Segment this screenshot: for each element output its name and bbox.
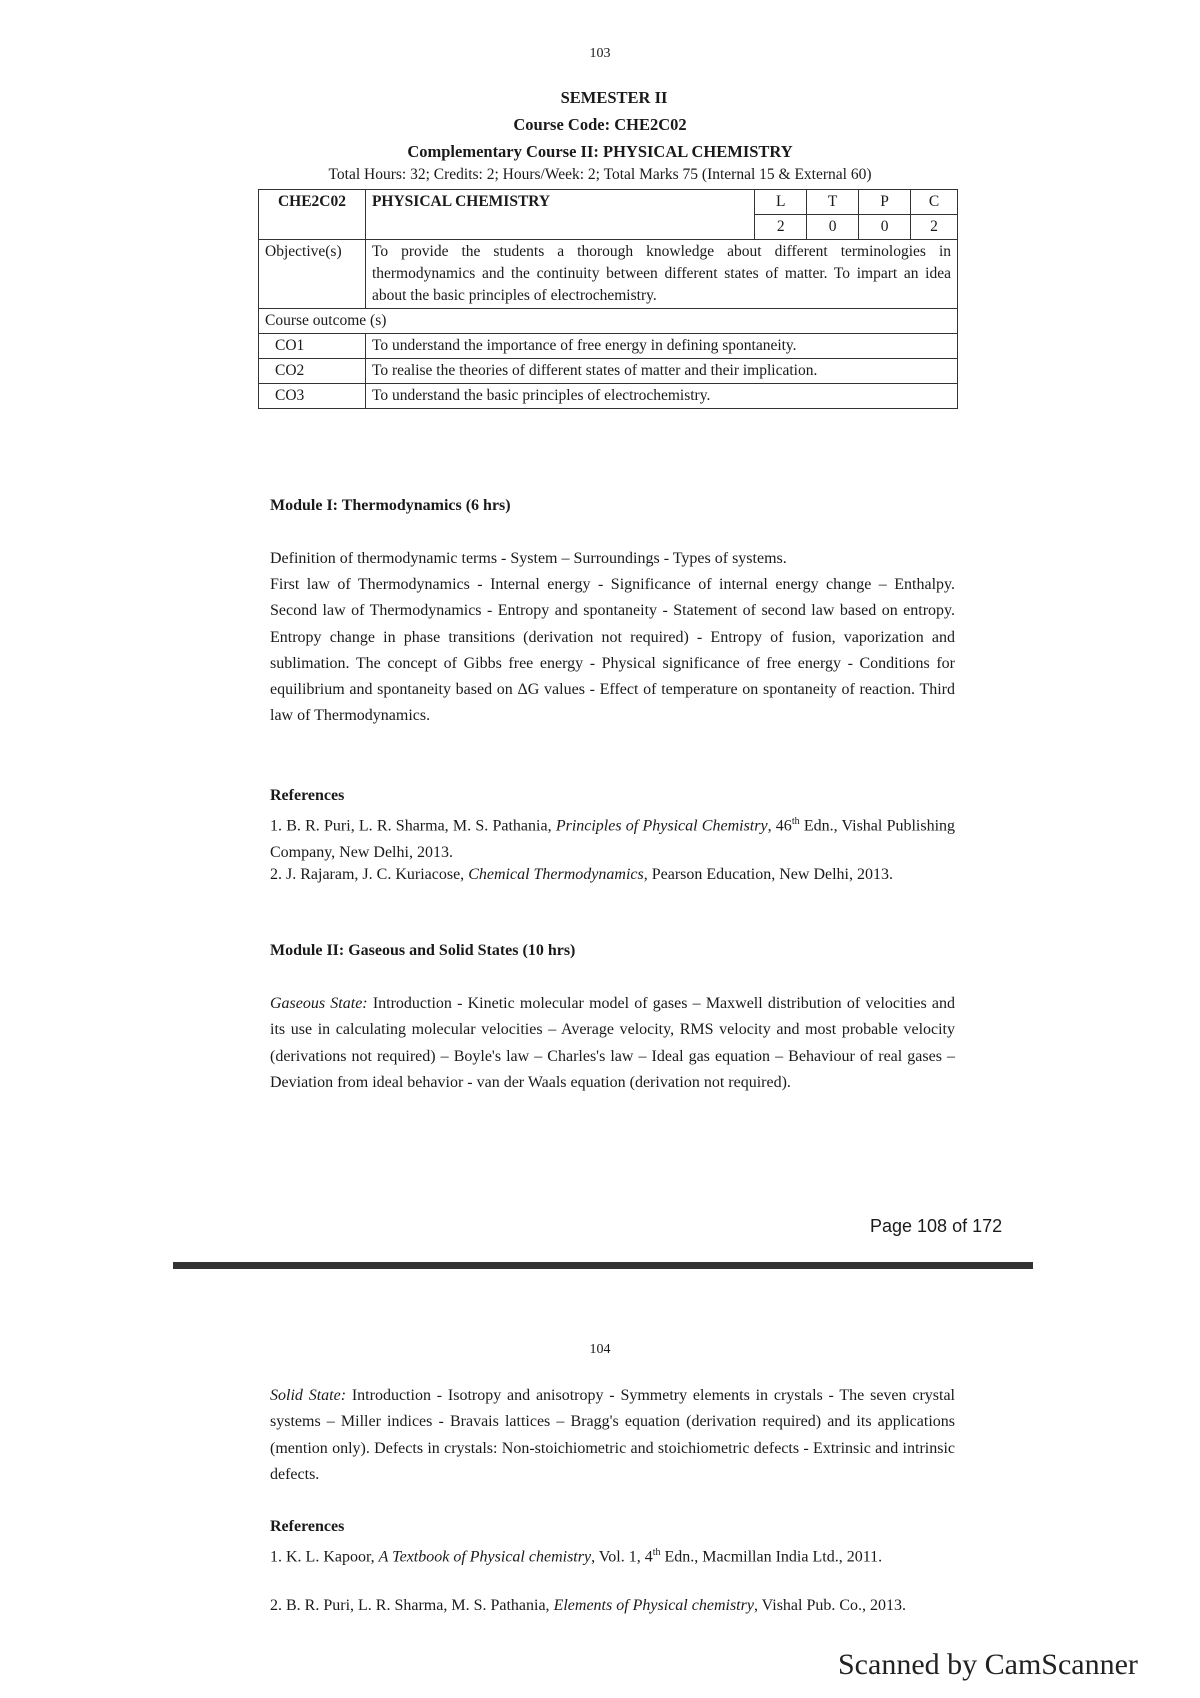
ref-title: Chemical Thermodynamics — [468, 866, 644, 883]
ref-publisher: , Pearson Education, New Delhi, 2013. — [643, 866, 893, 883]
outcome-code: CO3 — [259, 384, 366, 409]
course-code-line: Course Code: CHE2C02 — [513, 115, 687, 134]
table-header-row — [259, 190, 958, 215]
module1-body: First law of Thermodynamics - Internal energy - Significance of internal energy change – Enthalpy. Second law of Thermodynamics - Entropy and spontaneity - Statement of second law based on entropy. Entropy change in phase transitions (derivation not required) - Entropy of fusion, vaporization and sublimation. The concept of Gibbs free energy - Physical significance of free energy - Conditions for equilibrium and spontaneity based on ΔG values - Effect of temperature on spontaneity of reaction. Third law of Thermodynamics. — [270, 576, 955, 725]
ref-title: A Textbook of Physical chemistry — [378, 1548, 592, 1566]
gaseous-state-label: Gaseous State: — [270, 995, 368, 1012]
table-row — [259, 334, 958, 359]
gaseous-state-body: Introduction - Kinetic molecular model of gases – Maxwell distribution of velocities and its use in calculating molecular velocities – Average velocity, RMS velocity and most probable velocity (derivations not required) – Boyle's law – Charles's law – Ideal gas equation – Behaviour of real gases – Deviation from ideal behavior - van der Waals equation (derivation not required). — [270, 995, 955, 1091]
table-row — [259, 384, 958, 409]
solid-state-label: Solid State: — [270, 1387, 347, 1404]
module1-line1: Definition of thermodynamic terms - System – Surroundings - Types of systems. — [270, 550, 787, 567]
ref-publisher: Edn., Macmillan India Ltd., 2011. — [660, 1548, 883, 1566]
ref-title: Elements of Physical chemistry — [553, 1597, 754, 1614]
outcome-text: To understand the basic principles of electrochemistry. — [365, 384, 957, 409]
ltpc-header-p: P — [859, 190, 911, 215]
ref-edition: , 46 — [767, 817, 792, 835]
references2-heading: References — [270, 1518, 345, 1535]
ltpc-header-c: C — [911, 190, 958, 215]
solid-state-body: Introduction - Isotropy and anisotropy - Symmetry elements in crystals - The seven crystal systems – Miller indices - Bravais lattices – Bragg's equation (derivation required) and its applications (mention only). Defects in crystals: Non-stoichiometric and stoichiometric defects - Extrinsic and intrinsic defects. — [270, 1387, 955, 1483]
table-objective-row — [259, 240, 958, 309]
ref-edition: , Vol. 1, 4 — [591, 1548, 653, 1566]
table-course-code: CHE2C02 — [259, 190, 366, 240]
module2-title: Module II: Gaseous and Solid States (10 hrs) — [270, 942, 576, 959]
ref-authors: 1. K. L. Kapoor, — [270, 1548, 379, 1566]
solid-state-text — [270, 1383, 955, 1488]
reference-1 — [270, 1540, 955, 1571]
page-footer: Page 108 of 172 — [870, 1216, 1003, 1236]
objective-text: To provide the students a thorough knowledge about different terminologies in thermodynamics and the continuity between different states of matter. To impart an idea about the basic principles of electrochemistry. — [365, 240, 957, 309]
ltpc-value-l: 2 — [755, 215, 807, 240]
page-divider — [173, 1262, 1033, 1269]
outcome-code: CO1 — [259, 334, 366, 359]
outcome-text: To realise the theories of different states of matter and their implication. — [365, 359, 957, 384]
outcome-label: Course outcome (s) — [259, 309, 958, 334]
table-course-title: PHYSICAL CHEMISTRY — [365, 190, 754, 240]
page-number-top: 103 — [589, 46, 611, 61]
table-row — [259, 359, 958, 384]
course-title-line: Complementary Course II: PHYSICAL CHEMISTRY — [407, 142, 793, 161]
ltpc-value-t: 0 — [807, 215, 859, 240]
ref-publisher: , Vishal Pub. Co., 2013. — [753, 1597, 907, 1614]
objective-label: Objective(s) — [259, 240, 366, 309]
module1-title: Module I: Thermodynamics (6 hrs) — [270, 497, 511, 514]
references1-heading: References — [270, 787, 345, 804]
table-outcome-header-row — [259, 309, 958, 334]
page-number-top: 104 — [589, 1342, 611, 1357]
reference-2 — [270, 862, 955, 888]
ref-authors: 2. B. R. Puri, L. R. Sharma, M. S. Pathania, — [270, 1597, 554, 1614]
ref-authors: 2. J. Rajaram, J. C. Kuriacose, — [270, 866, 469, 883]
ltpc-header-l: L — [755, 190, 807, 215]
hours-line: Total Hours: 32; Credits: 2; Hours/Week: 2; Total Marks 75 (Internal 15 & External 60) — [328, 166, 872, 183]
ref-authors: 1. B. R. Puri, L. R. Sharma, M. S. Pathania, — [270, 817, 556, 835]
course-table — [258, 189, 958, 409]
outcome-text: To understand the importance of free energy in defining spontaneity. — [365, 334, 957, 359]
ltpc-value-c: 2 — [911, 215, 958, 240]
ref-edition-sup: th — [791, 816, 800, 827]
outcome-code: CO2 — [259, 359, 366, 384]
camscanner-watermark: Scanned by CamScanner — [838, 1648, 1138, 1681]
reference-2 — [270, 1593, 955, 1619]
ltpc-header-t: T — [807, 190, 859, 215]
semester-title: SEMESTER II — [560, 88, 668, 107]
reference-1 — [270, 809, 955, 866]
ltpc-value-p: 0 — [859, 215, 911, 240]
course-header — [0, 84, 1200, 165]
ref-title: Principles of Physical Chemistry — [555, 817, 768, 835]
gaseous-state-text — [270, 991, 955, 1096]
ref-publisher: Edn., Vishal Publishing Company, New Delhi, 2013. — [270, 817, 956, 861]
ref-edition-sup: th — [652, 1547, 661, 1558]
